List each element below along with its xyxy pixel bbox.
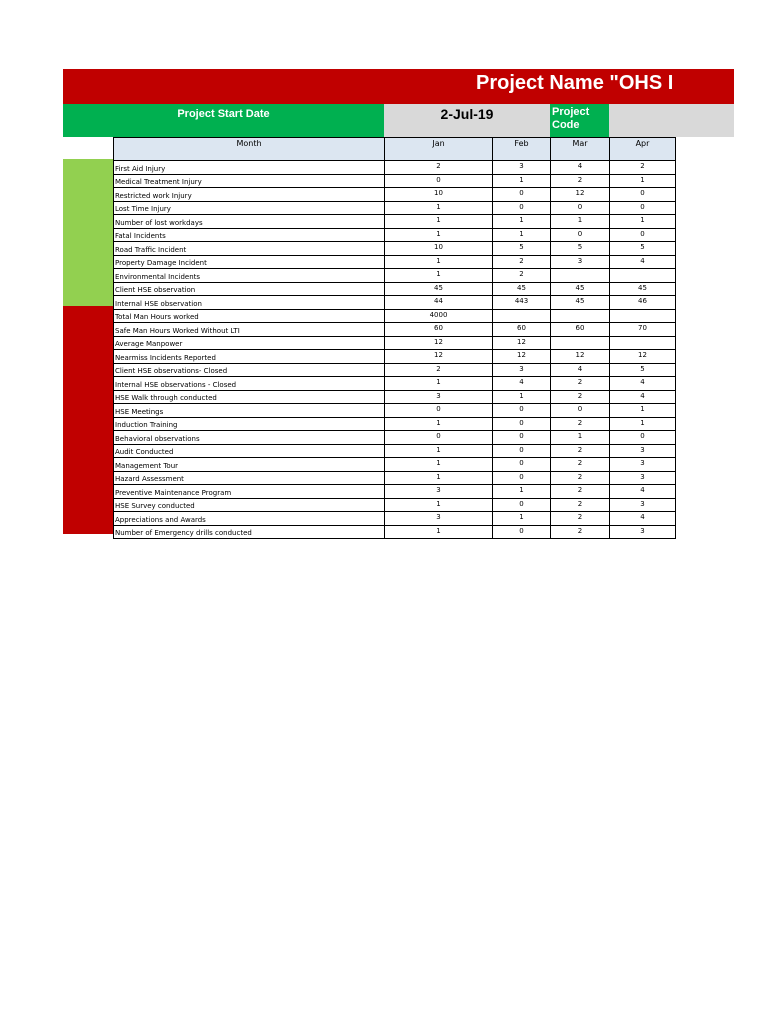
value-cell[interactable]: 12 — [551, 350, 610, 364]
value-cell[interactable]: 5 — [493, 242, 551, 256]
value-cell[interactable]: 45 — [551, 282, 610, 296]
column-header-mar: Mar — [551, 138, 610, 161]
value-cell[interactable]: 2 — [551, 390, 610, 404]
value-cell[interactable]: 4 — [493, 377, 551, 391]
value-cell[interactable]: 1 — [493, 228, 551, 242]
table-row — [114, 242, 676, 256]
value-cell[interactable]: 4 — [551, 161, 610, 175]
value-cell[interactable]: 2 — [610, 161, 676, 175]
value-cell[interactable]: 4 — [610, 512, 676, 526]
value-cell[interactable]: 1 — [385, 201, 493, 215]
value-cell[interactable]: 45 — [610, 282, 676, 296]
table-row — [114, 161, 676, 175]
table-row — [114, 404, 676, 418]
row-label-cell[interactable]: Management Tour — [114, 458, 385, 472]
value-cell[interactable] — [610, 269, 676, 283]
value-cell[interactable]: 0 — [610, 188, 676, 202]
value-cell[interactable]: 0 — [385, 174, 493, 188]
table-row — [114, 188, 676, 202]
value-cell[interactable]: 1 — [610, 417, 676, 431]
value-cell[interactable]: 0 — [493, 188, 551, 202]
value-cell[interactable]: 0 — [493, 201, 551, 215]
value-cell[interactable]: 1 — [385, 498, 493, 512]
row-label-cell[interactable]: Environmental Incidents — [114, 269, 385, 283]
project-start-date-label: Project Start Date — [63, 104, 384, 137]
value-cell[interactable]: 0 — [551, 404, 610, 418]
value-cell[interactable]: 1 — [610, 404, 676, 418]
value-cell[interactable]: 3 — [610, 498, 676, 512]
value-cell[interactable]: 2 — [551, 458, 610, 472]
value-cell[interactable]: 1 — [493, 512, 551, 526]
table-row — [114, 417, 676, 431]
table-row — [114, 512, 676, 526]
value-cell[interactable]: 4 — [551, 363, 610, 377]
value-cell[interactable]: 0 — [493, 404, 551, 418]
value-cell[interactable]: 3 — [610, 471, 676, 485]
value-cell[interactable] — [493, 309, 551, 323]
row-label-cell[interactable]: Appreciations and Awards — [114, 512, 385, 526]
row-label-cell[interactable]: Client HSE observation — [114, 282, 385, 296]
table-row — [114, 309, 676, 323]
value-cell[interactable]: 2 — [493, 255, 551, 269]
value-cell[interactable]: 5 — [551, 242, 610, 256]
row-label-cell[interactable]: Internal HSE observations - Closed — [114, 377, 385, 391]
row-label-cell[interactable]: First Aid Injury — [114, 161, 385, 175]
value-cell[interactable]: 4 — [610, 255, 676, 269]
value-cell[interactable]: 70 — [610, 323, 676, 337]
value-cell[interactable]: 2 — [551, 525, 610, 539]
value-cell[interactable]: 2 — [385, 363, 493, 377]
value-cell[interactable]: 2 — [551, 377, 610, 391]
value-cell[interactable]: 0 — [385, 404, 493, 418]
value-cell[interactable]: 2 — [551, 471, 610, 485]
value-cell[interactable]: 2 — [385, 161, 493, 175]
table-row — [114, 431, 676, 445]
value-cell[interactable]: 1 — [493, 174, 551, 188]
value-cell[interactable]: 3 — [385, 390, 493, 404]
value-cell[interactable] — [551, 336, 610, 350]
value-cell[interactable]: 443 — [493, 296, 551, 310]
table-row — [114, 350, 676, 364]
table-row — [114, 269, 676, 283]
row-label-cell[interactable]: Road Traffic Incident — [114, 242, 385, 256]
table-row — [114, 323, 676, 337]
row-label-cell[interactable]: Average Manpower — [114, 336, 385, 350]
table-row — [114, 296, 676, 310]
table-row — [114, 215, 676, 229]
value-cell[interactable]: 3 — [493, 363, 551, 377]
value-cell[interactable]: 4 — [610, 377, 676, 391]
table-row — [114, 525, 676, 539]
value-cell[interactable]: 2 — [551, 444, 610, 458]
value-cell[interactable]: 3 — [493, 161, 551, 175]
value-cell[interactable]: 45 — [493, 282, 551, 296]
value-cell[interactable]: 1 — [385, 215, 493, 229]
row-label-cell[interactable]: Medical Treatment Injury — [114, 174, 385, 188]
table-row — [114, 282, 676, 296]
table-row — [114, 174, 676, 188]
column-header-jan: Jan — [385, 138, 493, 161]
value-cell[interactable]: 1 — [385, 377, 493, 391]
table-body — [114, 161, 676, 539]
value-cell[interactable]: 1 — [385, 471, 493, 485]
value-cell[interactable]: 46 — [610, 296, 676, 310]
value-cell[interactable]: 1 — [385, 255, 493, 269]
value-cell[interactable]: 1 — [610, 174, 676, 188]
value-cell[interactable]: 0 — [610, 431, 676, 445]
value-cell[interactable]: 0 — [385, 431, 493, 445]
row-label-cell[interactable]: Property Damage Incident — [114, 255, 385, 269]
value-cell[interactable]: 0 — [493, 417, 551, 431]
table-row — [114, 228, 676, 242]
row-label-cell[interactable]: Restricted work Injury — [114, 188, 385, 202]
value-cell[interactable]: 0 — [493, 471, 551, 485]
row-label-cell[interactable]: Client HSE observations- Closed — [114, 363, 385, 377]
row-label-cell[interactable]: Number of Emergency drills conducted — [114, 525, 385, 539]
value-cell[interactable] — [551, 269, 610, 283]
row-label-cell[interactable]: Induction Training — [114, 417, 385, 431]
value-cell[interactable] — [610, 336, 676, 350]
value-cell[interactable]: 1 — [385, 458, 493, 472]
value-cell[interactable] — [610, 309, 676, 323]
row-label-cell[interactable]: Audit Conducted — [114, 444, 385, 458]
value-cell[interactable]: 60 — [385, 323, 493, 337]
hse-statistics-table — [113, 137, 676, 539]
value-cell[interactable]: 2 — [493, 269, 551, 283]
project-start-date-value[interactable]: 2-Jul-19 — [384, 104, 550, 137]
value-cell[interactable]: 4000 — [385, 309, 493, 323]
value-cell[interactable]: 0 — [551, 228, 610, 242]
value-cell[interactable]: 12 — [493, 336, 551, 350]
table-row — [114, 336, 676, 350]
table-row — [114, 458, 676, 472]
value-cell[interactable]: 0 — [610, 201, 676, 215]
value-cell[interactable]: 0 — [493, 458, 551, 472]
row-label-cell[interactable]: Fatal Incidents — [114, 228, 385, 242]
value-cell[interactable]: 12 — [610, 350, 676, 364]
value-cell[interactable]: 0 — [493, 525, 551, 539]
value-cell[interactable]: 4 — [610, 485, 676, 499]
project-title: Project Name "OHS I — [476, 72, 674, 94]
value-cell[interactable]: 60 — [551, 323, 610, 337]
table-row — [114, 255, 676, 269]
value-cell[interactable]: 1 — [385, 525, 493, 539]
value-cell[interactable]: 1 — [493, 485, 551, 499]
value-cell[interactable]: 1 — [385, 417, 493, 431]
value-cell[interactable] — [551, 309, 610, 323]
value-cell[interactable]: 2 — [551, 417, 610, 431]
value-cell[interactable]: 3 — [385, 512, 493, 526]
column-header-month: Month — [114, 138, 385, 161]
column-header-feb: Feb — [493, 138, 551, 161]
table-row — [114, 444, 676, 458]
row-label-cell[interactable]: Number of lost workdays — [114, 215, 385, 229]
row-label-cell[interactable]: Safe Man Hours Worked Without LTI — [114, 323, 385, 337]
value-cell[interactable]: 2 — [551, 512, 610, 526]
value-cell[interactable]: 0 — [493, 431, 551, 445]
table-row — [114, 363, 676, 377]
value-cell[interactable]: 0 — [551, 201, 610, 215]
project-title-bar — [63, 69, 734, 104]
value-cell[interactable]: 1 — [385, 444, 493, 458]
row-label-cell[interactable]: Preventive Maintenance Program — [114, 485, 385, 499]
value-cell[interactable]: 2 — [551, 174, 610, 188]
value-cell[interactable]: 12 — [385, 336, 493, 350]
value-cell[interactable]: 1 — [493, 215, 551, 229]
row-label-cell[interactable]: Lost Time Injury — [114, 201, 385, 215]
value-cell[interactable]: 1 — [551, 431, 610, 445]
row-label-cell[interactable]: HSE Survey conducted — [114, 498, 385, 512]
value-cell[interactable]: 2 — [551, 498, 610, 512]
table-row — [114, 498, 676, 512]
value-cell[interactable]: 0 — [493, 444, 551, 458]
row-label-cell[interactable]: Behavioral observations — [114, 431, 385, 445]
value-cell[interactable]: 3 — [610, 444, 676, 458]
table-row — [114, 485, 676, 499]
column-header-apr: Apr — [610, 138, 676, 161]
value-cell[interactable]: 4 — [610, 390, 676, 404]
value-cell[interactable]: 1 — [385, 269, 493, 283]
table-row — [114, 201, 676, 215]
value-cell[interactable]: 44 — [385, 296, 493, 310]
table-header-row — [114, 138, 676, 161]
value-cell[interactable]: 1 — [610, 215, 676, 229]
value-cell[interactable]: 60 — [493, 323, 551, 337]
project-code-label: Project Code — [550, 104, 609, 137]
value-cell[interactable]: 10 — [385, 188, 493, 202]
table-row — [114, 471, 676, 485]
value-cell[interactable]: 3 — [385, 485, 493, 499]
row-label-cell[interactable]: Internal HSE observation — [114, 296, 385, 310]
value-cell[interactable]: 1 — [551, 215, 610, 229]
value-cell[interactable]: 2 — [551, 485, 610, 499]
project-code-value[interactable] — [609, 104, 734, 137]
row-label-cell[interactable]: HSE Meetings — [114, 404, 385, 418]
value-cell[interactable]: 0 — [610, 228, 676, 242]
table-row — [114, 390, 676, 404]
value-cell[interactable]: 3 — [610, 525, 676, 539]
row-label-cell[interactable]: Hazard Assessment — [114, 471, 385, 485]
value-cell[interactable]: 45 — [551, 296, 610, 310]
value-cell[interactable]: 1 — [493, 390, 551, 404]
value-cell[interactable]: 12 — [493, 350, 551, 364]
value-cell[interactable]: 5 — [610, 242, 676, 256]
table-row — [114, 377, 676, 391]
value-cell[interactable]: 5 — [610, 363, 676, 377]
value-cell[interactable]: 0 — [493, 498, 551, 512]
value-cell[interactable]: 1 — [385, 228, 493, 242]
row-label-cell[interactable]: HSE Walk through conducted — [114, 390, 385, 404]
value-cell[interactable]: 3 — [610, 458, 676, 472]
value-cell[interactable]: 12 — [385, 350, 493, 364]
row-label-cell[interactable]: Nearmiss Incidents Reported — [114, 350, 385, 364]
row-label-cell[interactable]: Total Man Hours worked — [114, 309, 385, 323]
activity-section-marker — [63, 306, 113, 534]
value-cell[interactable]: 12 — [551, 188, 610, 202]
incident-section-marker — [63, 159, 113, 306]
value-cell[interactable]: 3 — [551, 255, 610, 269]
value-cell[interactable]: 10 — [385, 242, 493, 256]
value-cell[interactable]: 45 — [385, 282, 493, 296]
